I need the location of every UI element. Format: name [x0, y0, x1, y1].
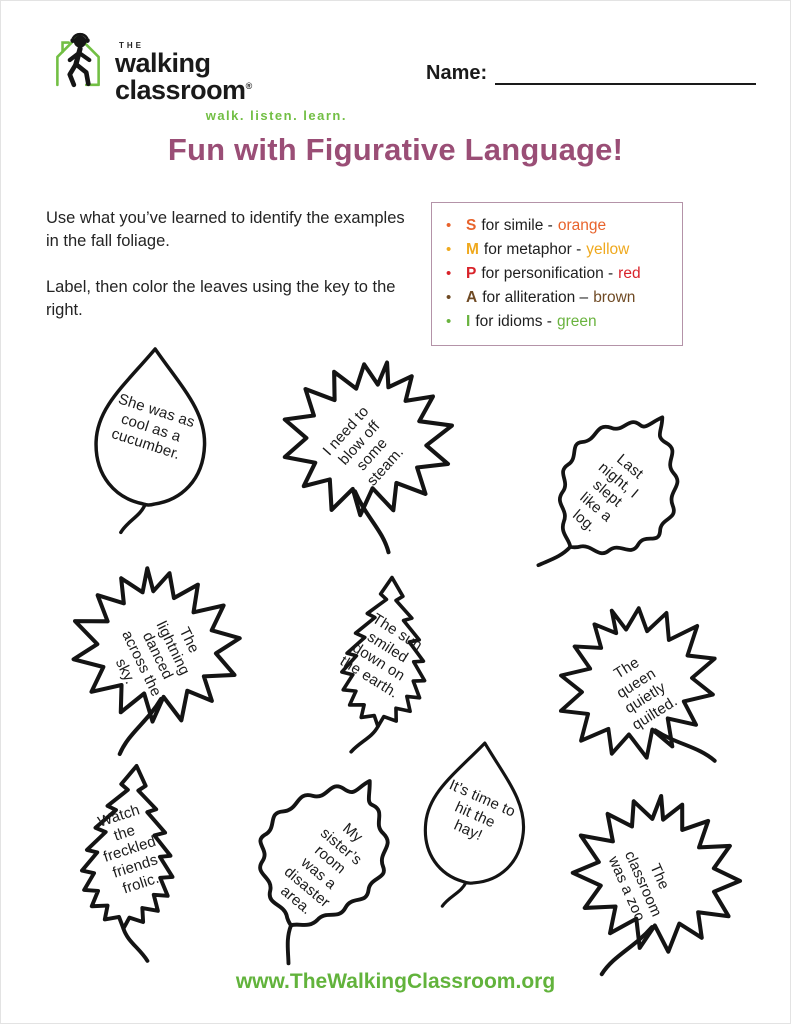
key-item-alliteration — [446, 286, 672, 310]
house-walker-icon — [47, 25, 109, 91]
logo-the-text: THE — [119, 41, 144, 50]
bullet-icon: • — [446, 289, 452, 306]
leaf-freckled-friends — [35, 757, 225, 962]
leaf-classroom-zoo — [551, 785, 759, 983]
key-color-word: yellow — [586, 241, 630, 258]
bullet-icon: • — [446, 265, 452, 282]
leaf-queen-quilted — [541, 595, 741, 787]
key-label: for idioms - — [475, 313, 552, 330]
registered-mark: ® — [245, 81, 252, 91]
leaf-slept-like-log — [521, 391, 693, 596]
leaf-phrase: The classroom was a zoo. — [604, 848, 673, 929]
key-item-personification — [446, 262, 672, 286]
leaf-phrase: Last night, I slept like a log. — [569, 450, 647, 535]
logo-tagline: walk. listen. learn. — [205, 108, 347, 123]
key-color-word: orange — [557, 217, 607, 234]
key-color-word: brown — [593, 289, 636, 306]
leaf-phrase: The lightning danced across the sky. — [111, 618, 203, 700]
leaf-hit-the-hay — [405, 729, 545, 917]
key-letter: I — [466, 313, 471, 330]
key-color-word: green — [556, 313, 597, 330]
key-label: for simile - — [481, 217, 553, 234]
bullet-icon: • — [446, 313, 452, 330]
leaf-phrase: Watch the freckled friends frolic. — [95, 800, 162, 897]
leaf-phrase: She was as cool as a cucumber. — [108, 390, 197, 464]
key-letter: P — [466, 265, 477, 282]
key-label: for metaphor - — [483, 241, 582, 258]
walking-classroom-logo — [47, 25, 347, 123]
key-letter: S — [466, 217, 477, 234]
key-label: for personification - — [481, 265, 614, 282]
bullet-icon: • — [446, 217, 452, 234]
instructions-paragraph-2: Label, then color the leaves using the key to the right. — [46, 277, 396, 320]
name-label: Name: — [426, 62, 488, 84]
page-title: Fun with Figurative Language! — [167, 132, 624, 167]
leaf-blow-off-steam — [263, 349, 468, 549]
logo-name-text — [115, 50, 347, 104]
key-label: for alliteration – — [482, 289, 589, 306]
key-letter: M — [466, 241, 479, 258]
color-key-box — [431, 202, 683, 346]
instructions-paragraph-1: Use what you’ve learned to identify the examples in the fall foliage. — [46, 209, 405, 251]
leaf-phrase: My sister’s room was a disaster area. — [276, 819, 366, 919]
bullet-icon: • — [446, 241, 452, 258]
leaf-disaster-area — [229, 761, 419, 973]
logo-name-main: walking classroom — [115, 48, 246, 105]
key-item-metaphor — [446, 238, 672, 262]
leaf-phrase: It’s time to hit the hay! — [446, 776, 518, 845]
leaf-lightning-danced — [49, 557, 264, 755]
footer — [1, 970, 790, 994]
name-input-line[interactable] — [495, 61, 756, 85]
key-color-word: red — [618, 265, 641, 282]
leaf-phrase: I need to blow off some steam. — [319, 402, 407, 490]
key-item-idioms — [446, 310, 672, 334]
leaf-phrase: The queen quietly quilted. — [611, 653, 681, 734]
instructions — [46, 207, 411, 323]
name-field — [426, 61, 756, 85]
leaf-cucumber — [73, 337, 228, 539]
key-letter: A — [466, 289, 478, 306]
leaf-phrase: The sun smiled down on the earth. — [336, 610, 426, 702]
key-item-simile — [446, 214, 672, 238]
website-link[interactable]: www.TheWalkingClassroom.org — [235, 970, 556, 993]
